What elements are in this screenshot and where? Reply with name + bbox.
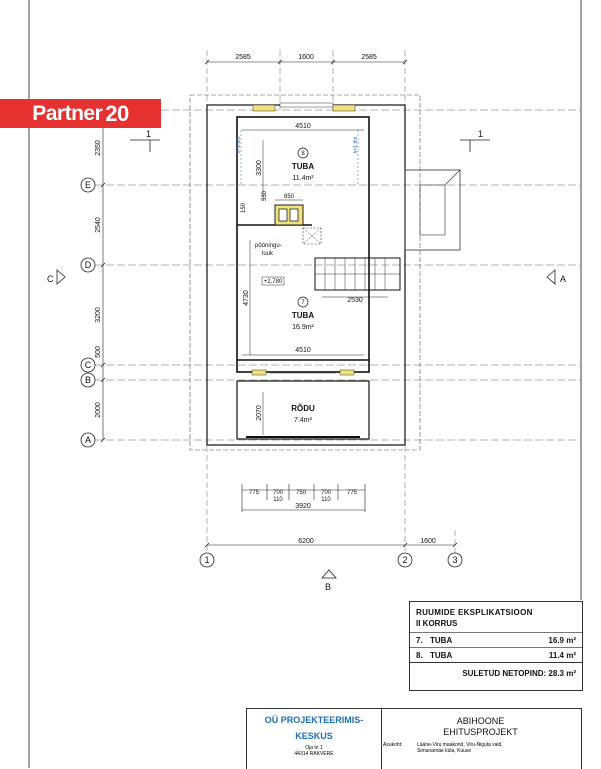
room-7-name: TUBA bbox=[291, 311, 315, 320]
balcony-area: 7.4m² bbox=[294, 417, 312, 424]
dim-room7-depth: 4730 bbox=[243, 290, 250, 306]
ceiling-height-left: h=1.8m bbox=[236, 136, 242, 154]
dim-chain-6: 110 bbox=[273, 497, 283, 503]
company-city: 44314 RAKVERE bbox=[294, 751, 334, 757]
legend-title: RUUMIDE EKSPLIKATSIOON bbox=[416, 608, 533, 617]
grid-row-d: D bbox=[84, 260, 92, 270]
dim-150: 150 bbox=[241, 202, 247, 214]
table-row bbox=[410, 632, 582, 647]
dim-chain-5: 775 bbox=[346, 490, 358, 496]
project-title-1: ABIHOONE bbox=[456, 716, 505, 726]
room-7-number: 7 bbox=[301, 300, 305, 306]
dim-1600-bottom: 1600 bbox=[420, 538, 436, 545]
level-tag: +2.780 bbox=[263, 279, 283, 285]
company-street: Oja tn 1 bbox=[305, 745, 323, 751]
row-area: 16.9 m² bbox=[548, 635, 576, 645]
dim-top-2: 1600 bbox=[298, 54, 314, 61]
grid-col-1: 1 bbox=[204, 555, 210, 565]
dim-room8-depth: 3300 bbox=[256, 160, 263, 176]
dim-left-3: 3200 bbox=[95, 307, 102, 323]
address-key: Asukoht: bbox=[383, 742, 403, 748]
dim-room8-width: 4510 bbox=[295, 123, 311, 130]
dim-850: 850 bbox=[283, 194, 295, 200]
dim-room7-width: 4510 bbox=[295, 347, 311, 354]
dim-top-3: 2585 bbox=[361, 54, 377, 61]
address-line-2: Simunamäe küla, Kuuse bbox=[417, 748, 472, 754]
side-marker-c: C bbox=[47, 274, 54, 284]
dim-530: 530 bbox=[262, 190, 268, 202]
legend-subtitle: II KORRUS bbox=[416, 619, 458, 628]
address-line-1: Lääne-Viru maakond, Viru-Nigula vald, bbox=[417, 742, 503, 748]
room-8-name: TUBA bbox=[291, 162, 315, 171]
project-title-2: EHITUSPROJEKT bbox=[443, 727, 518, 737]
attic-hatch-label-2: luuk bbox=[262, 251, 274, 257]
side-marker-a: A bbox=[560, 274, 567, 284]
row-area: 11.4 m² bbox=[548, 650, 576, 660]
section-mark-right: 1 bbox=[478, 129, 484, 139]
dim-chain-4: 700 bbox=[320, 490, 332, 496]
dim-left-2: 2540 bbox=[95, 217, 102, 233]
dim-stair: 2530 bbox=[347, 297, 363, 304]
grid-col-2: 2 bbox=[402, 555, 408, 565]
dim-balcony-depth: 2070 bbox=[256, 405, 263, 421]
grid-row-a: A bbox=[84, 435, 92, 445]
grid-col-markers bbox=[200, 553, 462, 567]
grid-row-c: C bbox=[84, 360, 92, 370]
ceiling-height-right: h=1.8m bbox=[353, 136, 359, 154]
dim-top-1: 2585 bbox=[235, 54, 251, 61]
attic-hatch-label-1: pööningu- bbox=[255, 243, 282, 249]
dim-chain-1: 775 bbox=[248, 490, 260, 496]
room-explication-table bbox=[409, 601, 583, 691]
grid-row-markers bbox=[81, 178, 95, 447]
grid-row-b: B bbox=[84, 375, 92, 385]
legend-total: SULETUD NETOPIND: 28.3 m² bbox=[410, 662, 582, 684]
company-name-2: KESKUS bbox=[295, 731, 333, 741]
dim-left-5: 2000 bbox=[95, 402, 102, 418]
project-block bbox=[380, 708, 582, 769]
company-name-1: OÜ PROJEKTEERIMIS- bbox=[264, 715, 364, 725]
row-name: TUBA bbox=[430, 635, 453, 645]
row-name: TUBA bbox=[430, 650, 453, 660]
room-8-area: 11.4m² bbox=[292, 175, 314, 182]
brand-name: Partner bbox=[32, 101, 103, 125]
dim-chain-7: 110 bbox=[321, 497, 331, 503]
row-number: 8. bbox=[416, 650, 423, 660]
row-number: 7. bbox=[416, 635, 423, 645]
dim-3920: 3920 bbox=[295, 503, 311, 510]
horizontal-grid-lines bbox=[95, 110, 580, 440]
room-7-area: 16.9m² bbox=[292, 324, 314, 331]
section-mark-left: 1 bbox=[146, 129, 152, 139]
balcony-name: RÕDU bbox=[291, 404, 315, 413]
brand-number: 20 bbox=[105, 100, 129, 126]
side-marker-b: B bbox=[325, 582, 332, 592]
dim-left-4: 500 bbox=[95, 346, 102, 358]
dim-left-1: 2350 bbox=[95, 140, 102, 156]
dim-chain-2: 700 bbox=[272, 490, 284, 496]
dim-6200: 6200 bbox=[298, 538, 314, 545]
table-row bbox=[410, 647, 582, 662]
grid-row-e: E bbox=[84, 180, 92, 190]
room-8-number: 8 bbox=[301, 151, 305, 157]
partner-logo bbox=[0, 99, 161, 128]
grid-col-3: 3 bbox=[452, 555, 458, 565]
company-block bbox=[246, 708, 382, 769]
dim-chain-3: 750 bbox=[295, 490, 307, 496]
